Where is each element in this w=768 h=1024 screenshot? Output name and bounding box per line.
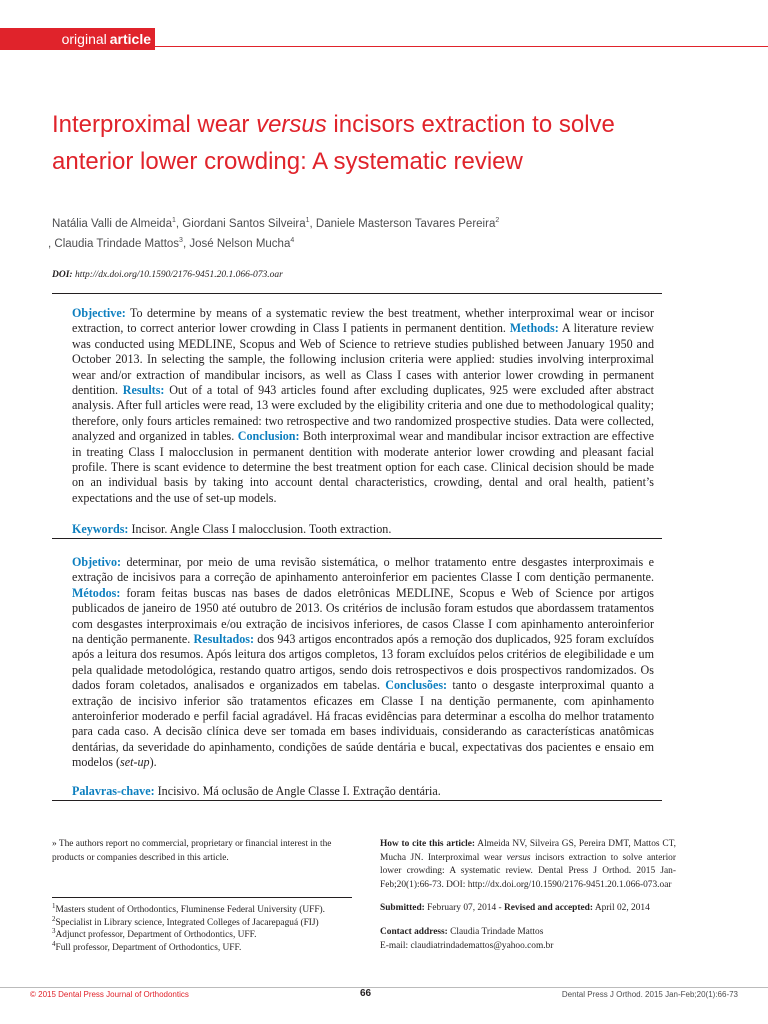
conclusion-text: Both interproximal wear and mandibular incisor extraction are effective in treating Class I malocclusion in permanent dentition with moderate anterior lower crowding and pleasant facial profile. There is scant evidence to determine the best treatment option for each case. Clinical decision should be made on an individual basis by taking into account dental characteristics, crowding, dental and oral health, patient’s expectations and the use of set-up models. bbox=[72, 429, 654, 505]
resultados-text: dos 943 artigos encontrados após a remoção dos duplicados, 925 foram excluídos após a leitura dos resumos. Após leitura dos artigos completos, 13 foram excluídos pelos critérios de elegibilidade e um pela qualidade metodológica, restando quatro artigos, sendo dois retrospectivos e dois prospectivos randomizados. Os dados foram coletados, analisados e organizados em tabelas. bbox=[72, 632, 654, 693]
section-label bbox=[0, 28, 155, 50]
affiliation-rule bbox=[52, 897, 352, 898]
affil-1-text: Masters student of Orthodontics, Fluminense Federal University (UFF). bbox=[55, 905, 325, 915]
objetivo-text: determinar, por meio de uma revisão sistemática, o melhor tratamento entre desgastes interproximais e extração de incisivos para a correção de apinhamento anteroinferior em pacientes Classe I com dentição permanente. bbox=[72, 555, 654, 585]
keywords bbox=[72, 522, 654, 537]
contact-label: Contact address: bbox=[380, 927, 448, 937]
objective-text: To determine by means of a systematic review the best treatment, whether interproximal wear or incisor extraction, to correct anterior lower crowding in Class I patients in permanent dentition. bbox=[72, 306, 654, 336]
resultados-label: Resultados: bbox=[193, 632, 255, 647]
conclusoes-end: ). bbox=[149, 755, 157, 770]
author-3: , Daniele Masterson Tavares Pereira bbox=[309, 218, 496, 230]
metodos-label: Métodos: bbox=[72, 585, 121, 600]
citation-italic: versus bbox=[506, 852, 531, 863]
affiliation-1 bbox=[52, 901, 352, 917]
objetivo-label: Objetivo: bbox=[72, 555, 122, 569]
author-3-affil: 2 bbox=[495, 217, 500, 225]
citation-text-a: Almeida NV, Silveira GS, Pereira DMT, Mattos CT, Mucha JN. Interproximal wear bbox=[380, 839, 676, 863]
doi-label: DOI: bbox=[52, 270, 73, 280]
author-2: , Giordani Santos Silveira bbox=[175, 218, 306, 230]
title-part-italic: versus bbox=[256, 111, 327, 138]
abstract-portuguese bbox=[52, 543, 662, 801]
metodos-text: foram feitas buscas nas bases de dados eletrônicas MEDLINE, Scopus e Web of Science por artigos publicados de janeiro de 1950 até outubro de 2013. Os critérios de inclusão foram estudos que abordassem tratamentos com desgastes interproximais e/ou extração de incisivos inferiores, de casos Classe I com apinhamento anteroinferior na dentição permanente. bbox=[72, 585, 654, 647]
affil-4-sup: 4 bbox=[52, 939, 56, 948]
keywords-label: Keywords: bbox=[72, 522, 129, 537]
author-4-affil: 3 bbox=[179, 237, 183, 245]
author-1: Natália Valli de Almeida bbox=[52, 218, 172, 230]
conclusoes-text: tanto o desgaste interproximal quanto a extração de incisivo inferior são tratamentos eficazes em Classe I na dentição permanente, com apinhamento anteroinferior moderado e perfil facial agradável. Há fracas evidências para determinar a escolha do melhor tratamento para cada caso. A decisão clínica deve ser tomada em bases individuais, considerando as características anatômicas dentárias, da severidade do apinhamento, condições de saúde dentária e bucal, expectativas dos pacientes e ensaio em modelos ( bbox=[72, 678, 655, 770]
palavras-label: Palavras-chave: bbox=[72, 783, 155, 798]
footer-journal: Dental Press J Orthod. 2015 Jan-Feb;20(1):66-73 bbox=[561, 990, 738, 999]
section-label-bold: article bbox=[109, 31, 151, 47]
contact-email[interactable]: E-mail: claudiatrindademattos@yahoo.com.br bbox=[380, 940, 554, 951]
affiliation-4 bbox=[52, 939, 352, 955]
citation bbox=[380, 838, 676, 892]
footer-rule bbox=[0, 987, 768, 988]
citation-label: How to cite this article: bbox=[380, 839, 476, 849]
article-title bbox=[52, 106, 672, 180]
keywords-text: Incisor. Angle Class I malocclusion. Tooth extraction. bbox=[128, 522, 392, 537]
conclusoes-setup: set-up bbox=[120, 755, 150, 770]
contact-address bbox=[380, 926, 680, 953]
affil-2-sup: 2 bbox=[52, 914, 56, 923]
doi-link[interactable]: http://dx.doi.org/10.1590/2176-9451.20.1.066-073.oar bbox=[72, 270, 283, 280]
palavras-chave bbox=[72, 784, 654, 799]
affil-2-text: Specialist in Library science, Integrated Colleges of Jacarepaguá (FIJ) bbox=[55, 917, 319, 928]
footer-copyright: © 2015 Dental Press Journal of Orthodontics bbox=[30, 990, 189, 999]
author-4: , Claudia Trindade Mattos bbox=[48, 238, 180, 250]
author-2-affil: 1 bbox=[305, 217, 310, 225]
results-label: Results: bbox=[122, 383, 165, 398]
author-1-affil: 1 bbox=[171, 217, 176, 225]
title-part-3: incisors extraction to solve anterior lower crowding: A systematic review bbox=[52, 111, 615, 175]
palavras-text: Incisivo. Má oclusão de Angle Classe I. Extração dentária. bbox=[154, 783, 441, 798]
submission-dates bbox=[380, 903, 680, 913]
contact-line bbox=[380, 926, 680, 940]
header-rule bbox=[155, 46, 768, 47]
author-5-affil: 4 bbox=[290, 237, 295, 245]
methods-text: A literature review was conducted using MEDLINE, Scopus and Web of Science to retrieve studies published between January 1950 and October 2013. In selecting the sample, the following inclusion criteria were applied: studies involving interproximal wear and/or extraction of mandibular incisors, as well as Class I cases with anterior lower crowding in permanent dentition. bbox=[72, 321, 654, 398]
section-label-light: original bbox=[61, 31, 107, 47]
citation-text-b: incisors extraction to solve anterior lower crowding: A systematic review. Dental Press J Orthod. 2015 Jan-Feb;20(1):66-73. DOI: http://dx.doi.org/10.1590/2176-9451.20.1.066-073.oar bbox=[380, 852, 676, 890]
abstract-pt-text bbox=[72, 555, 654, 771]
affiliations bbox=[52, 901, 352, 955]
revised-label: Revised and accepted: bbox=[503, 903, 594, 913]
affiliation-3 bbox=[52, 929, 352, 942]
affil-3-text: Adjunct professor, Department of Orthodontics, UFF. bbox=[55, 930, 257, 941]
footer-page-number: 66 bbox=[360, 988, 372, 999]
title-part-1: Interproximal wear bbox=[52, 111, 257, 138]
conflict-statement: » The authors report no commercial, proprietary or financial interest in the products or companies described in this article. bbox=[52, 839, 332, 863]
results-text: Out of a total of 943 articles found after excluding duplicates, 925 were excluded after abstract analysis. After full articles were read, 13 were excluded by the eligibility criteria and one due to methodological quality; therefore, only fours articles remained: two retrospective and two randomized prospective studies. Data were collected, analyzed and organized in tables. bbox=[72, 383, 654, 444]
abstract-en-text bbox=[72, 306, 654, 506]
affil-4-text: Full professor, Department of Orthodontics, UFF. bbox=[55, 943, 242, 954]
affil-1-sup: 1 bbox=[52, 901, 56, 910]
conclusion-label: Conclusion: bbox=[237, 429, 300, 444]
conclusoes-label: Conclusões: bbox=[385, 678, 448, 693]
revised-date: April 02, 2014 bbox=[593, 903, 650, 913]
submitted-date: February 07, 2014 - bbox=[424, 903, 504, 913]
affil-3-sup: 3 bbox=[52, 927, 56, 936]
submitted-label: Submitted: bbox=[380, 903, 425, 913]
objective-label: Objective: bbox=[72, 306, 126, 320]
doi bbox=[52, 270, 283, 280]
author-list bbox=[48, 214, 612, 254]
author-5: , José Nelson Mucha bbox=[182, 238, 291, 250]
methods-label: Methods: bbox=[509, 321, 559, 336]
affiliation-2 bbox=[52, 914, 352, 930]
contact-name: Claudia Trindade Mattos bbox=[447, 927, 544, 937]
abstract-english bbox=[52, 293, 662, 539]
